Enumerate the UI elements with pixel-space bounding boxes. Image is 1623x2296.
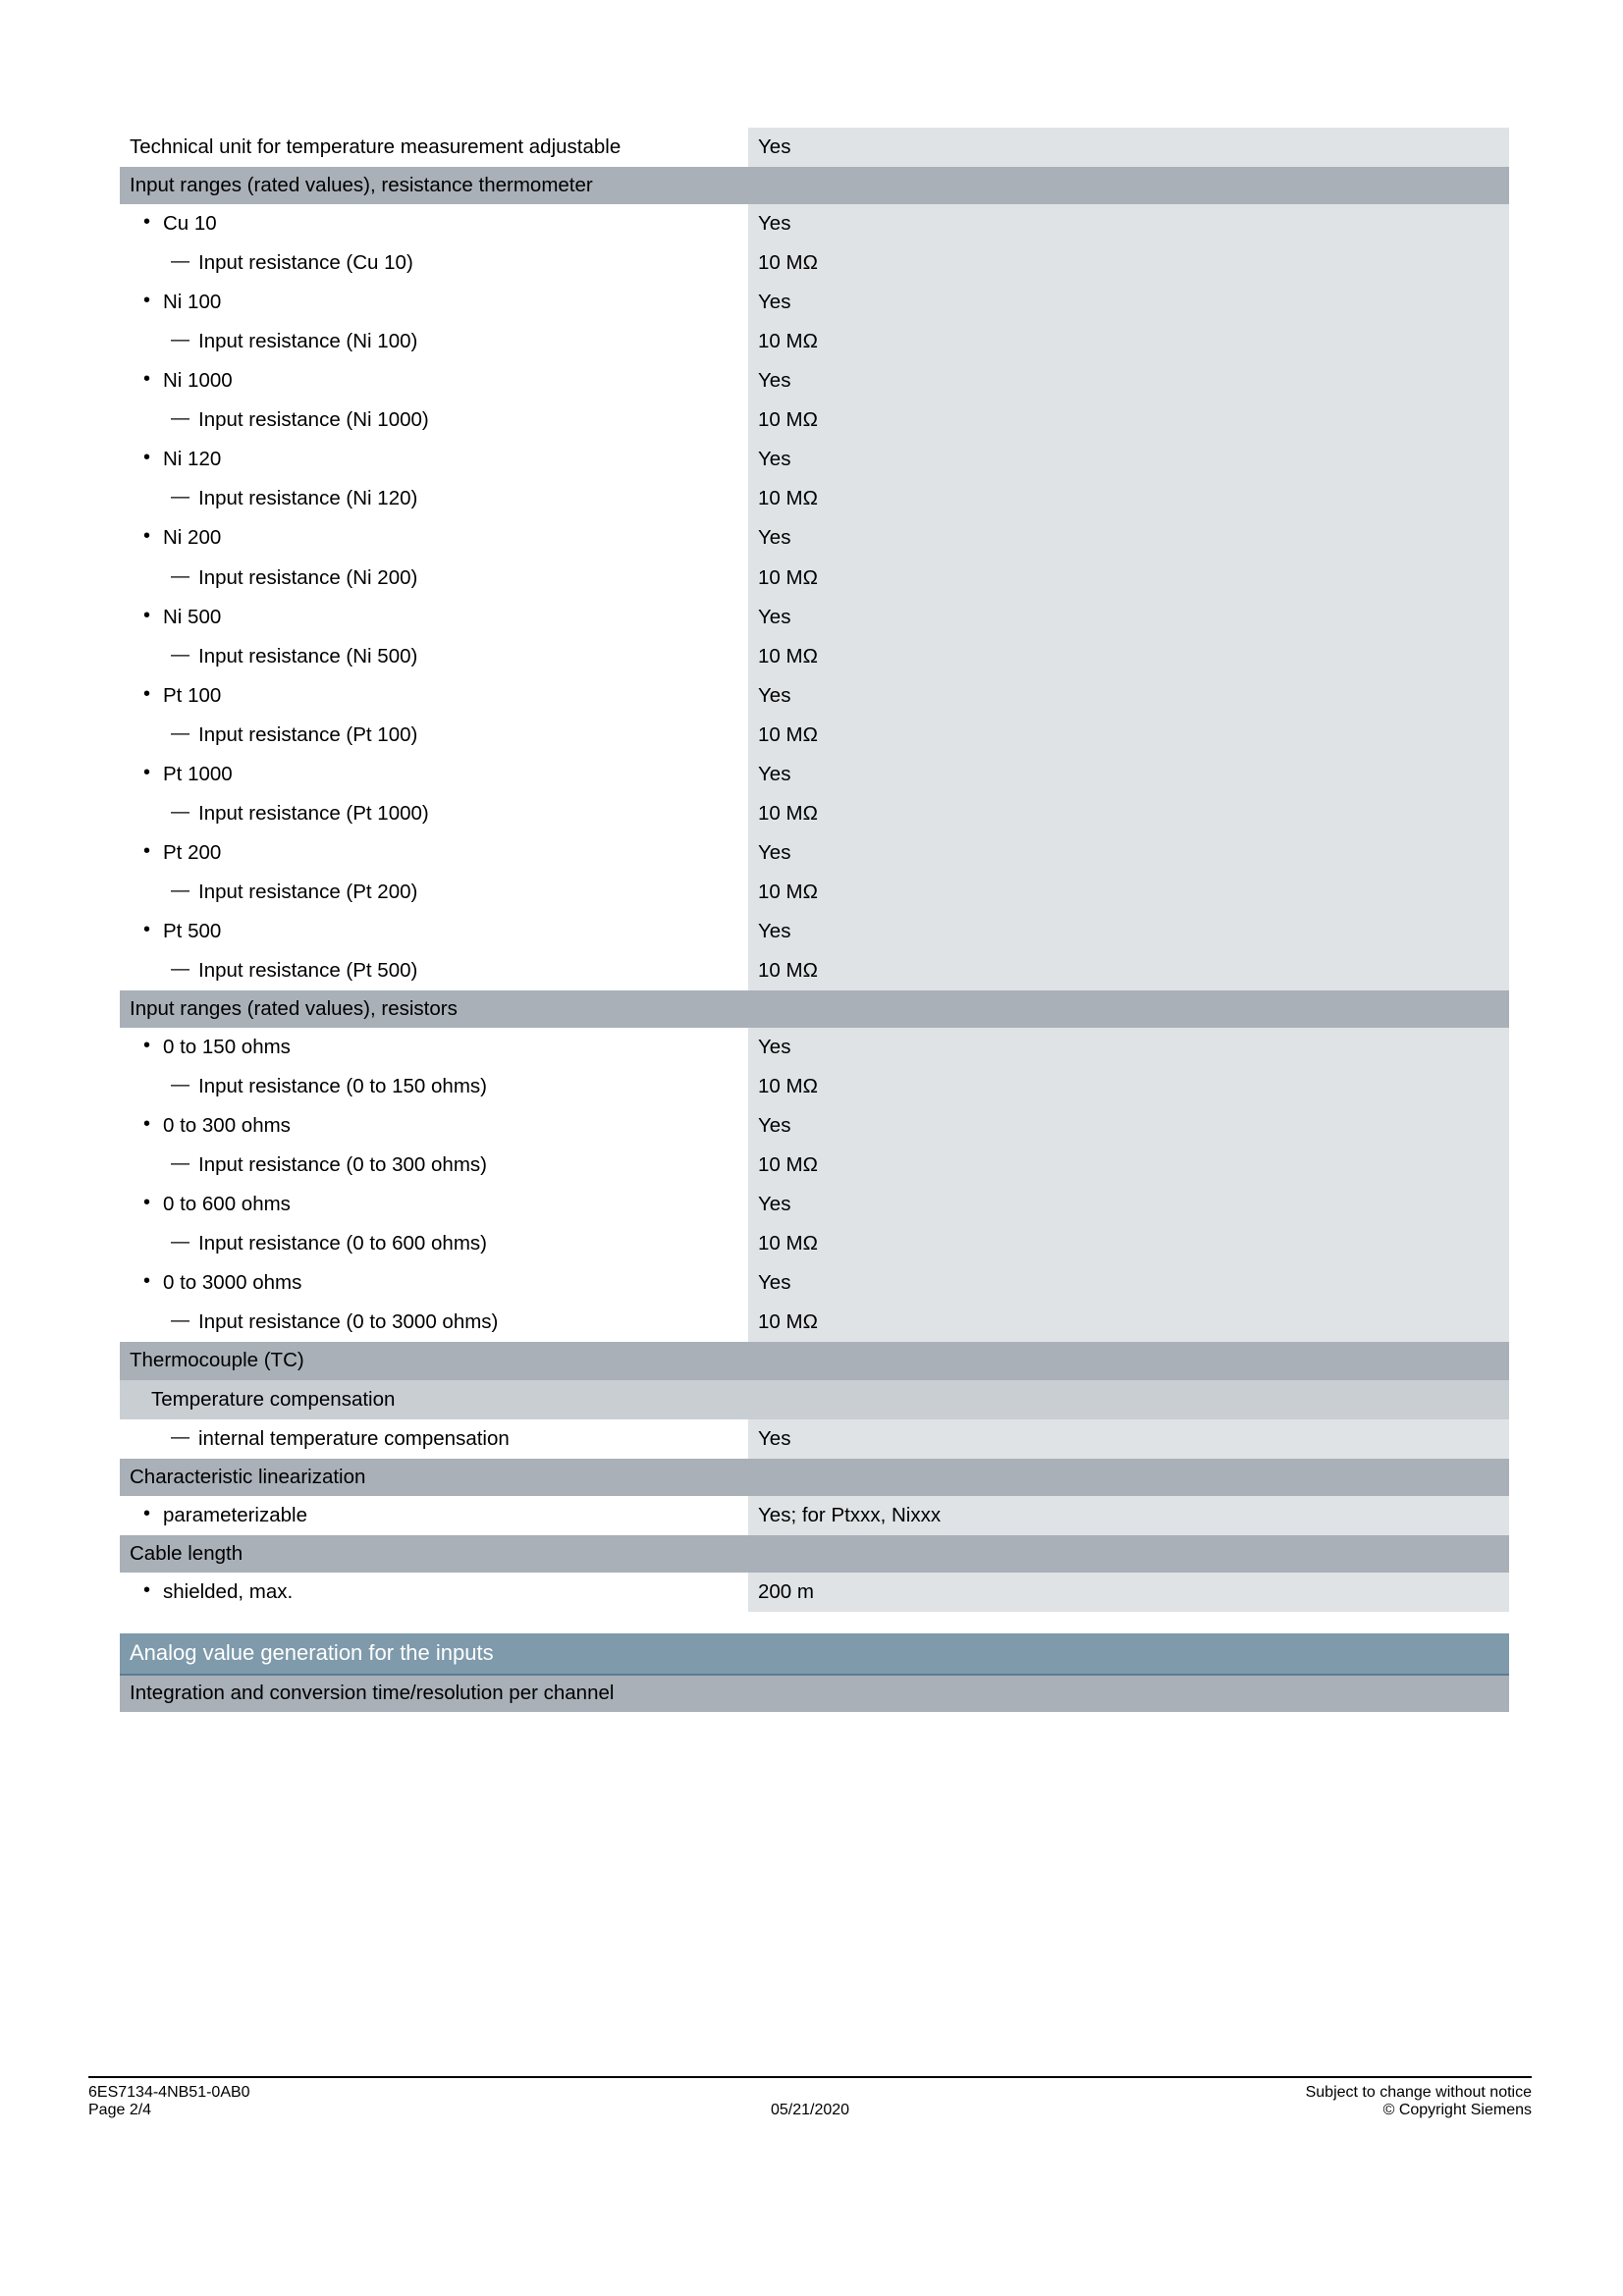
table-row bbox=[120, 1496, 1509, 1535]
row-value-cell: 200 m bbox=[748, 1573, 1509, 1612]
table-row bbox=[120, 794, 1509, 833]
row-label: • Ni 1000 bbox=[130, 367, 738, 394]
footer-copyright: © Copyright Siemens bbox=[1382, 2102, 1532, 2118]
row-label-cell bbox=[120, 400, 748, 440]
row-label: • parameterizable bbox=[130, 1502, 738, 1528]
row-label: — Input resistance (Cu 10) bbox=[130, 249, 738, 276]
row-label: — Input resistance (Pt 200) bbox=[130, 879, 738, 905]
row-value-cell: 10 MΩ bbox=[748, 479, 1509, 518]
row-label-cell bbox=[120, 1146, 748, 1185]
table-row bbox=[120, 518, 1509, 558]
table-row bbox=[120, 1224, 1509, 1263]
table-row bbox=[120, 833, 1509, 873]
row-label-cell bbox=[120, 716, 748, 755]
row-label: • Ni 500 bbox=[130, 604, 738, 630]
table-row bbox=[120, 440, 1509, 479]
row-label: — internal temperature compensation bbox=[130, 1425, 738, 1452]
row-value-cell: Yes bbox=[748, 283, 1509, 322]
row-label-cell bbox=[120, 1028, 748, 1067]
row-label-cell bbox=[120, 1303, 748, 1342]
row-value-cell: Yes bbox=[748, 128, 1509, 167]
main-section-subheader: Integration and conversion time/resolution per channel bbox=[120, 1676, 1509, 1712]
footer-spacer bbox=[565, 2084, 1055, 2102]
row-value-cell: Yes bbox=[748, 518, 1509, 558]
section-label: Cable length bbox=[120, 1535, 748, 1573]
row-label: — Input resistance (0 to 300 ohms) bbox=[130, 1151, 738, 1178]
row-label-cell bbox=[120, 598, 748, 637]
table-row bbox=[120, 1419, 1509, 1459]
row-label: — Input resistance (Ni 120) bbox=[130, 485, 738, 511]
section-header-row bbox=[120, 1459, 1509, 1496]
row-label: — Input resistance (0 to 600 ohms) bbox=[130, 1230, 738, 1256]
row-label-cell bbox=[120, 283, 748, 322]
main-section-header: Analog value generation for the inputs bbox=[120, 1633, 1509, 1676]
row-value-cell: Yes; for Ptxxx, Nixxx bbox=[748, 1496, 1509, 1535]
section-value bbox=[748, 990, 1509, 1028]
row-label-cell bbox=[120, 637, 748, 676]
row-label: • Ni 200 bbox=[130, 524, 738, 551]
footer-order-number: 6ES7134-4NB51-0AB0 bbox=[88, 2084, 250, 2101]
table-row bbox=[120, 361, 1509, 400]
row-value-cell: 10 MΩ bbox=[748, 243, 1509, 283]
table-row bbox=[120, 951, 1509, 990]
row-value-cell: 10 MΩ bbox=[748, 1303, 1509, 1342]
row-label: — Input resistance (Ni 200) bbox=[130, 564, 738, 591]
subsection-value bbox=[748, 1380, 1509, 1419]
row-value-cell: 10 MΩ bbox=[748, 716, 1509, 755]
row-label-cell bbox=[120, 1496, 748, 1535]
table-row bbox=[120, 676, 1509, 716]
table-row bbox=[120, 1263, 1509, 1303]
section-header-row bbox=[120, 990, 1509, 1028]
row-label-cell bbox=[120, 1106, 748, 1146]
row-label: — Input resistance (Pt 500) bbox=[130, 957, 738, 984]
row-label-cell bbox=[120, 440, 748, 479]
row-label-cell bbox=[120, 204, 748, 243]
row-label: • Pt 1000 bbox=[130, 761, 738, 787]
section-label: Input ranges (rated values), resistance thermometer bbox=[120, 167, 748, 204]
row-value-cell: Yes bbox=[748, 1185, 1509, 1224]
table-row bbox=[120, 322, 1509, 361]
row-label-cell bbox=[120, 951, 748, 990]
table-row bbox=[120, 1067, 1509, 1106]
table-row bbox=[120, 912, 1509, 951]
row-label-cell bbox=[120, 833, 748, 873]
footer-notice: Subject to change without notice bbox=[1305, 2084, 1532, 2101]
row-label-cell bbox=[120, 755, 748, 794]
table-row bbox=[120, 204, 1509, 243]
row-value-cell: Yes bbox=[748, 440, 1509, 479]
table-row bbox=[120, 1573, 1509, 1612]
subsection-header-row bbox=[120, 1380, 1509, 1419]
page-footer bbox=[88, 2076, 1532, 2119]
row-label: • Pt 500 bbox=[130, 918, 738, 944]
row-label: — Input resistance (Ni 500) bbox=[130, 643, 738, 669]
table-row bbox=[120, 1185, 1509, 1224]
row-label-cell bbox=[120, 128, 748, 167]
row-value-cell: 10 MΩ bbox=[748, 873, 1509, 912]
row-label: • 0 to 3000 ohms bbox=[130, 1269, 738, 1296]
row-label: • Pt 100 bbox=[130, 682, 738, 709]
table-row bbox=[120, 479, 1509, 518]
row-value-cell: Yes bbox=[748, 204, 1509, 243]
table-row bbox=[120, 598, 1509, 637]
section-label: Thermocouple (TC) bbox=[120, 1342, 748, 1379]
row-label: • Ni 120 bbox=[130, 446, 738, 472]
footer-date: 05/21/2020 bbox=[770, 2102, 850, 2118]
footer-divider bbox=[88, 2076, 1532, 2078]
footer-line-1 bbox=[88, 2084, 1532, 2102]
row-label: — Input resistance (Ni 1000) bbox=[130, 406, 738, 433]
table-row bbox=[120, 1146, 1509, 1185]
section-header-row bbox=[120, 1535, 1509, 1573]
row-label-cell bbox=[120, 1185, 748, 1224]
table-row bbox=[120, 637, 1509, 676]
row-value-cell: Yes bbox=[748, 361, 1509, 400]
row-label-cell bbox=[120, 479, 748, 518]
table-row bbox=[120, 559, 1509, 598]
row-label-cell bbox=[120, 1419, 748, 1459]
row-label: • Pt 200 bbox=[130, 839, 738, 866]
row-label-cell bbox=[120, 1263, 748, 1303]
table-row bbox=[120, 400, 1509, 440]
row-label: • Cu 10 bbox=[130, 210, 738, 237]
section-header-row bbox=[120, 167, 1509, 204]
table-row bbox=[120, 755, 1509, 794]
row-label: — Input resistance (0 to 3000 ohms) bbox=[130, 1308, 738, 1335]
row-value-cell: Yes bbox=[748, 676, 1509, 716]
row-value-cell: Yes bbox=[748, 598, 1509, 637]
table-row bbox=[120, 1303, 1509, 1342]
table-row bbox=[120, 1028, 1509, 1067]
row-value-cell: Yes bbox=[748, 1263, 1509, 1303]
row-label-cell bbox=[120, 243, 748, 283]
footer-line-2 bbox=[88, 2102, 1532, 2119]
row-value-cell: 10 MΩ bbox=[748, 559, 1509, 598]
row-label-cell bbox=[120, 518, 748, 558]
section-value bbox=[748, 167, 1509, 204]
row-label: • 0 to 300 ohms bbox=[130, 1112, 738, 1139]
row-value-cell: Yes bbox=[748, 1419, 1509, 1459]
row-label: • Ni 100 bbox=[130, 289, 738, 315]
table-row bbox=[120, 1106, 1509, 1146]
row-label: • 0 to 600 ohms bbox=[130, 1191, 738, 1217]
row-label: — Input resistance (Ni 100) bbox=[130, 328, 738, 354]
row-label: Technical unit for temperature measurement adjustable bbox=[130, 135, 622, 158]
row-value-cell: 10 MΩ bbox=[748, 637, 1509, 676]
row-label-cell bbox=[120, 1067, 748, 1106]
section-value bbox=[748, 1459, 1509, 1496]
subsection-label: Temperature compensation bbox=[151, 1387, 396, 1411]
row-value-cell: Yes bbox=[748, 1106, 1509, 1146]
row-value-cell: 10 MΩ bbox=[748, 1067, 1509, 1106]
row-label: • shielded, max. bbox=[130, 1578, 738, 1605]
row-value-cell: 10 MΩ bbox=[748, 794, 1509, 833]
table-row bbox=[120, 283, 1509, 322]
spec-table-container bbox=[120, 128, 1509, 1712]
row-label: • 0 to 150 ohms bbox=[130, 1034, 738, 1060]
row-label-cell bbox=[120, 794, 748, 833]
row-value-cell: Yes bbox=[748, 833, 1509, 873]
row-label: — Input resistance (Pt 100) bbox=[130, 721, 738, 748]
table-row bbox=[120, 716, 1509, 755]
section-value bbox=[748, 1535, 1509, 1573]
row-label: — Input resistance (Pt 1000) bbox=[130, 800, 738, 827]
section-label: Input ranges (rated values), resistors bbox=[120, 990, 748, 1028]
row-label-cell bbox=[120, 559, 748, 598]
subsection-label-cell bbox=[120, 1380, 748, 1419]
row-label-cell bbox=[120, 676, 748, 716]
row-label-cell bbox=[120, 322, 748, 361]
section-label: Characteristic linearization bbox=[120, 1459, 748, 1496]
row-label-cell bbox=[120, 1224, 748, 1263]
row-value-cell: 10 MΩ bbox=[748, 951, 1509, 990]
row-value-cell: 10 MΩ bbox=[748, 322, 1509, 361]
row-value-cell: 10 MΩ bbox=[748, 1224, 1509, 1263]
specification-table bbox=[120, 128, 1509, 1612]
table-row bbox=[120, 243, 1509, 283]
row-label: — Input resistance (0 to 150 ohms) bbox=[130, 1073, 738, 1099]
row-value-cell: Yes bbox=[748, 1028, 1509, 1067]
footer-page-number: Page 2/4 bbox=[88, 2102, 152, 2118]
row-value-cell: 10 MΩ bbox=[748, 400, 1509, 440]
section-header-row bbox=[120, 1342, 1509, 1379]
row-label-cell bbox=[120, 912, 748, 951]
row-value-cell: Yes bbox=[748, 912, 1509, 951]
section-value bbox=[748, 1342, 1509, 1379]
row-value-cell: 10 MΩ bbox=[748, 1146, 1509, 1185]
row-label-cell bbox=[120, 361, 748, 400]
row-label-cell bbox=[120, 1573, 748, 1612]
row-value-cell: Yes bbox=[748, 755, 1509, 794]
row-label-cell bbox=[120, 873, 748, 912]
table-row bbox=[120, 873, 1509, 912]
table-row bbox=[120, 128, 1509, 167]
